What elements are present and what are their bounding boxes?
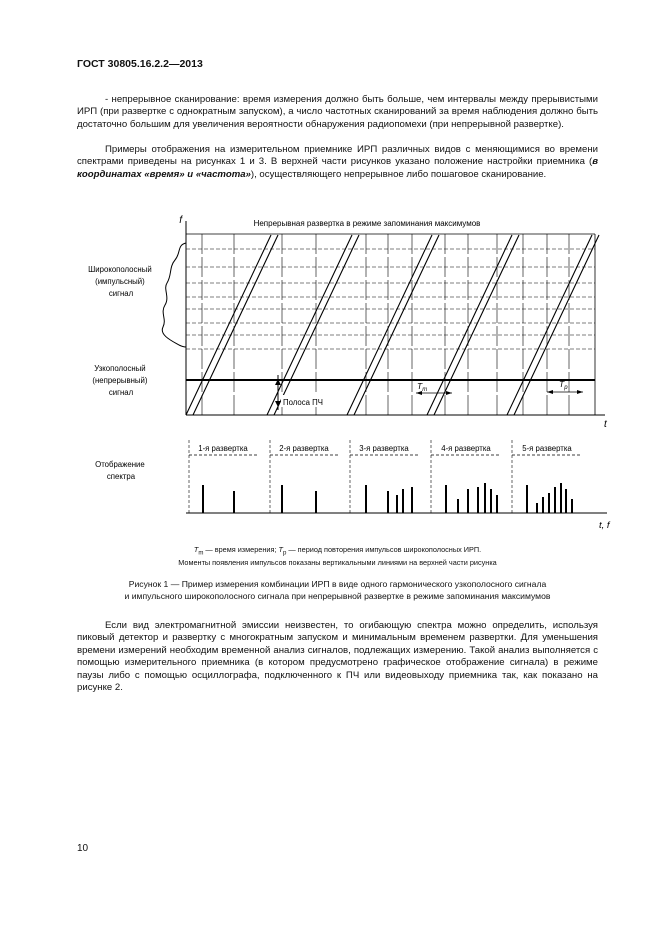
sweep-line <box>507 235 592 415</box>
sweep-line <box>514 235 599 415</box>
frequency-axis-label: f <box>179 215 182 226</box>
spectrum-bar <box>560 483 562 513</box>
paragraph-text-before: Примеры отображения на измерительном приемнике ИРП различных видов с меняющимися во времени спектрами приведены на рисунках 1 и 3. В верхней части рисунков указано положение настройки приемника ( <box>77 144 598 168</box>
paragraph-text: Если вид электромагнитной эмиссии неизвестен, то огибающую спектра можно определить, используя пиковый детектор и развертку с многократным запуском и минимальным временем развертки. Для уменьшения времени измерений необходим временной анализ сигналов, подлежащих измерению. Такой анализ выполняется с помощью измерительного приемника (в котором предусмотрено графическое отображение сигнала) в режиме паузы либо с помощью осциллографа, подключенного к ПЧ или видеовыходу приемника так, как показано на рисунке 2. <box>77 620 598 694</box>
spectrum-bar <box>445 485 447 513</box>
spectrum-bar <box>490 489 492 513</box>
spectrum-bar <box>411 487 413 513</box>
figure-caption-line-1: Рисунок 1 — Пример измерения комбинации ИРП в виде одного гармонического узкополосного сигнала <box>128 579 547 589</box>
paragraph-scanning-condition <box>77 94 598 131</box>
sweep-line <box>434 235 519 415</box>
time-frequency-grid <box>186 234 595 415</box>
spectrum-bar <box>281 485 283 513</box>
tp-arrow-right <box>577 390 583 394</box>
sweep-line <box>274 235 359 415</box>
spectrum-axis-label: t, f <box>599 520 610 531</box>
sweep-label-4: 4-я развертка <box>441 444 491 453</box>
sweep-line <box>193 235 278 415</box>
sweep-line <box>267 235 352 415</box>
spectrum-bar <box>457 499 459 513</box>
tm-arrow-right <box>446 391 452 395</box>
tm-label: $T_m$ <box>417 381 428 393</box>
broadband-envelope <box>162 243 186 347</box>
sweep-label-1: 1-я развертка <box>198 444 248 453</box>
sweep-line <box>186 235 271 415</box>
paragraph-text: - непрерывное сканирование: время измерения должно быть больше, чем интервалы между прерывистыми ИРП (при развертке с однократным запуском), а число частотных сканирований за время наблюдения должно быть достаточно большим для увеличения вероятности обнаружения радиопомехи (при непрерывной развертке). <box>77 94 598 130</box>
paragraph-emphasis: в координатах «время» и «частота» <box>77 156 598 180</box>
spectrum-bar <box>484 483 486 513</box>
spectrum-bar <box>542 497 544 513</box>
spectrum-bar <box>202 485 204 513</box>
spectrum-bar <box>526 485 528 513</box>
figure-caption-line-2: и импульсного широкополосного сигнала при непрерывной развертке в режиме запоминания максимумов <box>124 591 551 601</box>
page-number: 10 <box>77 843 89 854</box>
spectrum-bar <box>571 499 573 513</box>
spectrum-bar <box>548 493 550 513</box>
spectrum-bar <box>477 487 479 513</box>
figure-1-diagram <box>77 205 617 600</box>
spectrum-bar <box>396 495 398 513</box>
broadband-label: Широкополосный (импульсный) сигнал <box>88 265 152 298</box>
narrowband-label: Узкополосный (непрерывный) сигнал <box>92 364 148 397</box>
paragraph-text-after: ), осуществляющего непрерывное либо пошаговое сканирование. <box>250 168 547 180</box>
tp-label: $T_p$ <box>559 379 568 391</box>
figure-caption <box>77 578 598 602</box>
figure-note <box>77 545 598 568</box>
if-band-label: Полоса ПЧ <box>283 398 323 407</box>
sweep-label-2: 2-я развертка <box>279 444 329 453</box>
spectrum-bar <box>315 491 317 513</box>
tp-arrow-left <box>547 390 553 394</box>
spectrum-bar <box>233 491 235 513</box>
sweep-lines <box>186 235 599 513</box>
spectrum-bar <box>467 489 469 513</box>
figure-note-line-1: $T_m$ — время измерения; $T_p$ — период повторения импульсов широкополосных ИРП. <box>193 545 482 557</box>
spectrum-bar <box>565 489 567 513</box>
tm-arrow-left <box>416 391 422 395</box>
spectrum-bar <box>554 487 556 513</box>
figure-note-line-2: Моменты появления импульсов показаны вертикальными линиями на верхней части рисунка <box>178 558 497 568</box>
spectrum-bar <box>402 489 404 513</box>
sweep-line <box>427 235 512 415</box>
paragraph-examples <box>77 144 598 181</box>
spectrum-bar <box>365 485 367 513</box>
if-band-arrow-down <box>275 401 281 407</box>
spectrum-label: Отображение спектра <box>95 460 145 481</box>
document-header: ГОСТ 30805.16.2.2—2013 <box>77 58 203 70</box>
sweep-labels <box>198 444 572 453</box>
paragraph-envelope <box>77 620 598 694</box>
spectrum-bar <box>496 495 498 513</box>
sweep-label-3: 3-я развертка <box>359 444 409 453</box>
figure-title: Непрерывная развертка в режиме запоминания максимумов <box>253 219 481 228</box>
sweep-label-5: 5-я развертка <box>522 444 572 453</box>
time-axis-label: t <box>604 419 607 430</box>
spectrum-display <box>202 483 573 513</box>
spectrum-bar <box>387 491 389 513</box>
spectrum-bar <box>536 503 538 513</box>
figure-1 <box>77 205 617 600</box>
